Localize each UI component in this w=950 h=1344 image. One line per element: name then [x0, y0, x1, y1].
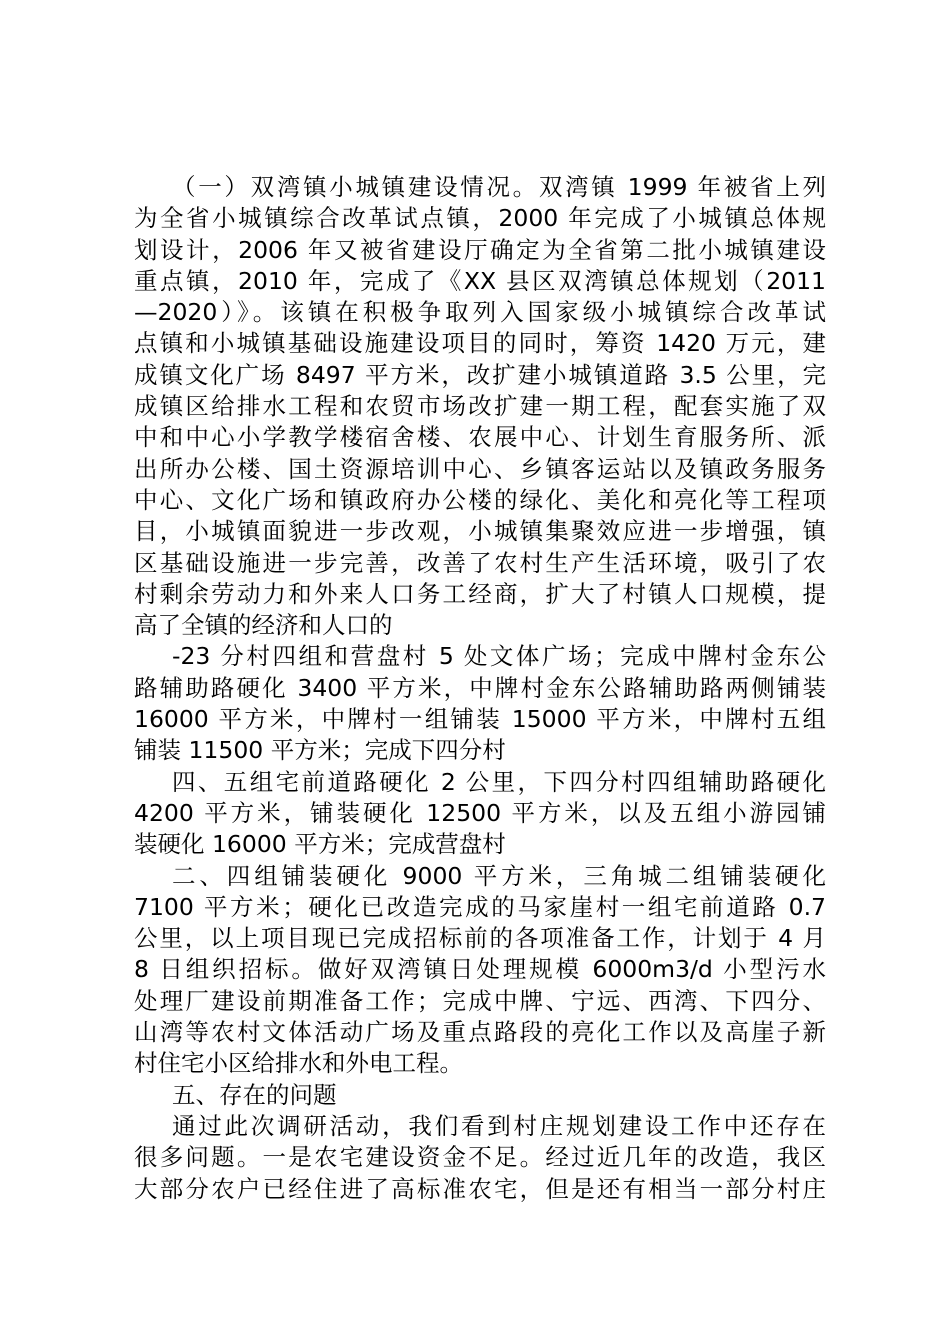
text-line: 区基础设施进一步完善，改善了农村生产生活环境，吸引了农: [134, 548, 826, 577]
text-line: 处理厂建设前期准备工作；完成中牌、宁远、西湾、下四分、: [134, 986, 826, 1015]
text-line: 成镇区给排水工程和农贸市场改扩建一期工程，配套实施了双: [134, 392, 826, 421]
body-text: [134, 172, 826, 1205]
text-line: —2020）》。该镇在积极争取列入国家级小城镇综合改革试: [134, 298, 826, 327]
text-line: 装硬化 16000 平方米；完成营盘村: [134, 830, 506, 859]
text-line: 中心、文化广场和镇政府办公楼的绿化、美化和亮化等工程项: [134, 485, 826, 514]
text-line: 村剩余劳动力和外来人口务工经商，扩大了村镇人口规模，提: [134, 579, 826, 608]
text-line: 公里，以上项目现已完成招标前的各项准备工作，计划于 4 月: [134, 924, 826, 953]
text-line: 7100 平方米；硬化已改造完成的马家崖村一组宅前道路 0.7: [134, 892, 826, 921]
text-line: 中和中心小学教学楼宿舍楼、农展中心、计划生育服务所、派: [134, 423, 826, 452]
text-line: 铺装 11500 平方米；完成下四分村: [134, 736, 506, 765]
text-line: 16000 平方米，中牌村一组铺装 15000 平方米，中牌村五组: [134, 705, 826, 734]
text-line: 二、四组铺装硬化 9000 平方米，三角城二组铺装硬化: [172, 861, 826, 890]
text-line: 路辅助路硬化 3400 平方米，中牌村金东公路辅助路两侧铺装: [134, 673, 826, 702]
text-line: 重点镇，2010 年，完成了《XX 县区双湾镇总体规划（2011: [134, 266, 826, 295]
text-line: 通过此次调研活动，我们看到村庄规划建设工作中还存在: [172, 1111, 826, 1140]
text-line: 村住宅小区给排水和外电工程。: [134, 1049, 463, 1078]
text-line: 四、五组宅前道路硬化 2 公里，下四分村四组辅助路硬化: [172, 767, 826, 796]
text-line: 出所办公楼、国土资源培训中心、乡镇客运站以及镇政务服务: [134, 454, 826, 483]
text-line: -23 分村四组和营盘村 5 处文体广场；完成中牌村金东公: [172, 642, 826, 671]
text-line: 为全省小城镇综合改革试点镇，2000 年完成了小城镇总体规: [134, 204, 826, 233]
text-line: 8 日组织招标。做好双湾镇日处理规模 6000m3/d 小型污水: [134, 955, 826, 984]
text-line: 山湾等农村文体活动广场及重点路段的亮化工作以及高崖子新: [134, 1018, 826, 1047]
text-line: 成镇文化广场 8497 平方米，改扩建小城镇道路 3.5 公里，完: [134, 360, 826, 389]
text-line: 划设计，2006 年又被省建设厅确定为全省第二批小城镇建设: [134, 235, 826, 264]
text-line: 点镇和小城镇基础设施建设项目的同时，筹资 1420 万元，建: [134, 329, 826, 358]
text-line: 4200 平方米，铺装硬化 12500 平方米，以及五组小游园铺: [134, 798, 826, 827]
text-line: 目，小城镇面貌进一步改观，小城镇集聚效应进一步增强，镇: [134, 517, 826, 546]
text-line: 高了全镇的经济和人口的: [134, 611, 393, 640]
text-line: 大部分农户已经住进了高标准农宅，但是还有相当一部分村庄: [134, 1174, 826, 1203]
text-line: （一）双湾镇小城镇建设情况。双湾镇 1999 年被省上列: [172, 173, 826, 201]
text-line: 很多问题。一是农宅建设资金不足。经过近几年的改造，我区: [134, 1143, 826, 1172]
text-line: 五、存在的问题: [172, 1080, 337, 1109]
